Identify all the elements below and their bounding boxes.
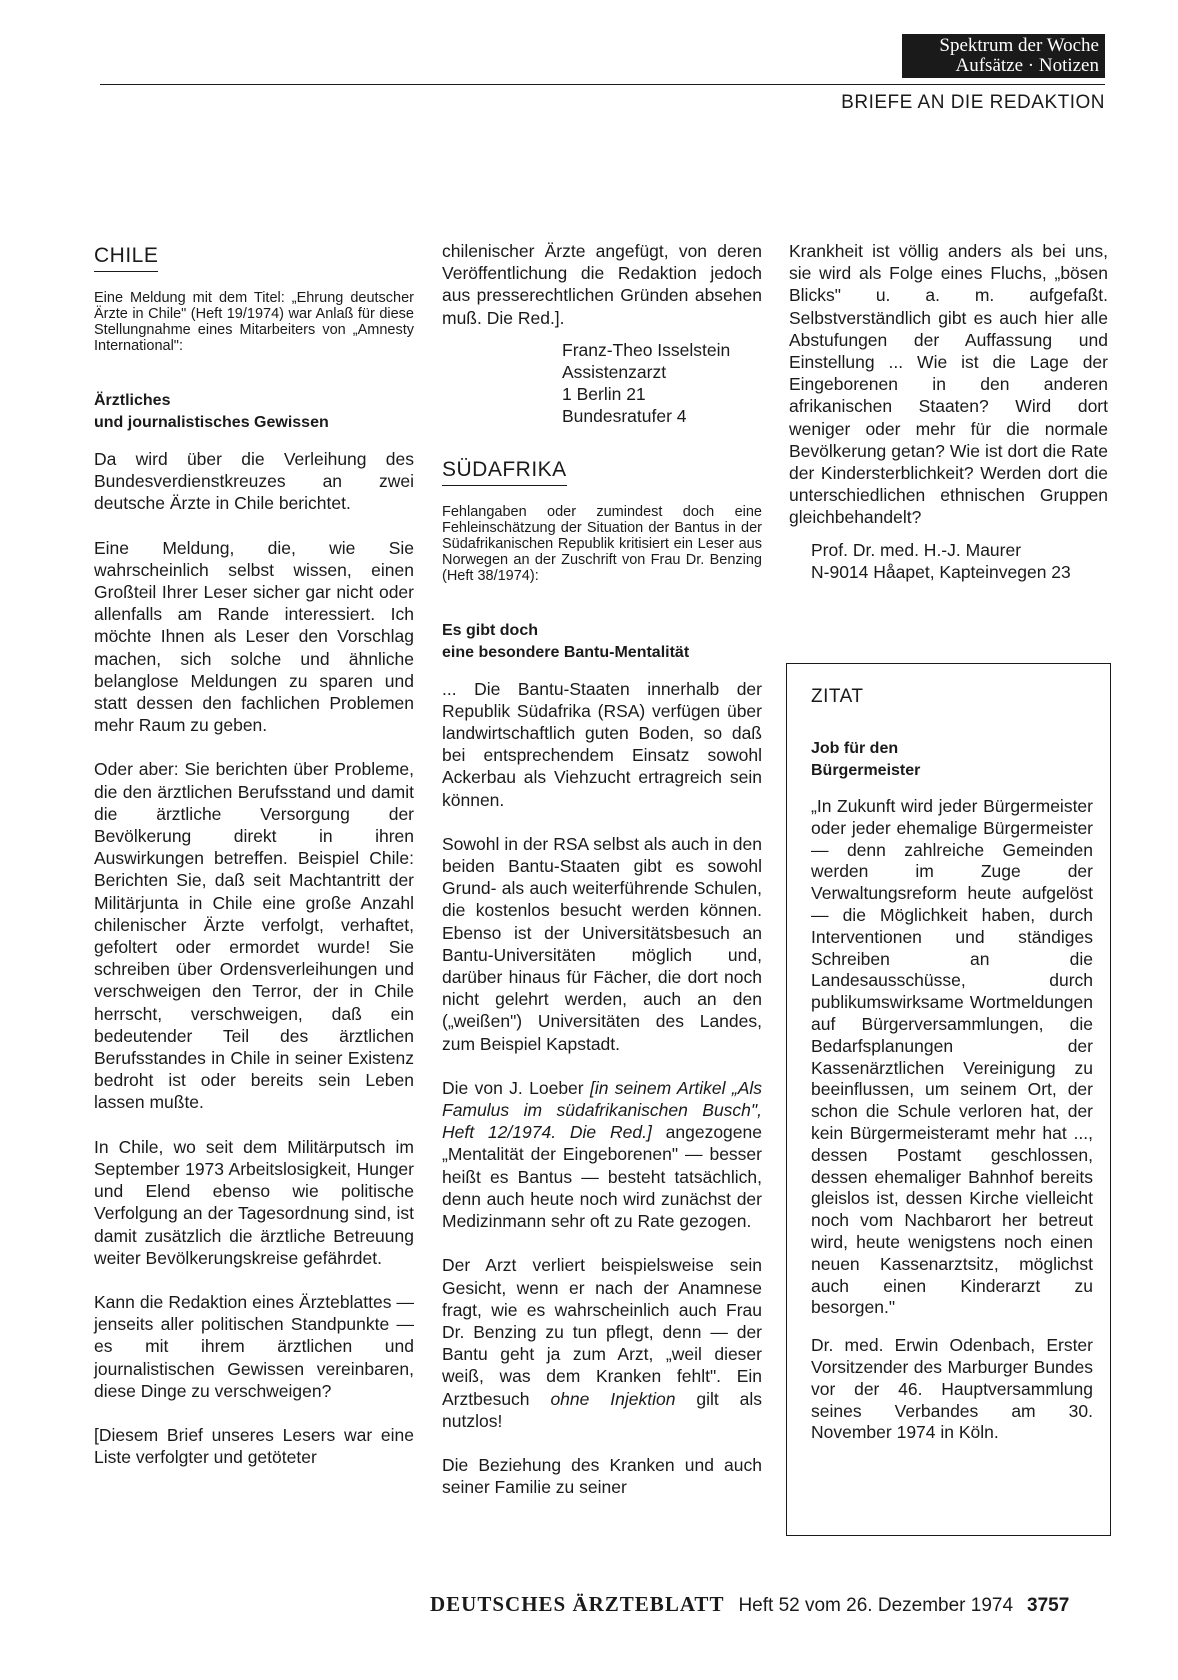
headline-suedafrika: [442, 620, 762, 664]
section-title: BRIEFE AN DIE REDAKTION: [841, 92, 1105, 113]
page-number: 3757: [1027, 1595, 1070, 1616]
paragraph: Krankheit ist völlig anders als bei uns, sie wird als Folge eines Fluchs, „bösen Blicks" u. a. m. aufgefaßt. Selbstverständlich gibt es auch hier alle Abstufungen der Auffassung und Einstellung ... Wie ist die Lage der Eingeborenen in den anderen afrikanischen Staaten? Wird dort weniger oder mehr für die normale Bevölkerung getan? Wie ist dort die Rate der Kindersterblichkeit? Werden dort die unterschiedlichen ethnischen Gruppen gleichbehandelt?: [789, 241, 1108, 528]
paragraph: Die Beziehung des Kranken und auch seiner Familie zu seiner: [442, 1454, 762, 1498]
section-label-line2: Aufsätze · Notizen: [955, 55, 1099, 76]
text-run: angezogene „Mentalität der Eingeborenen" — besser heißt es Bantus — besteht tatsächlich, denn auch heute noch wird zunächst der Medizinmann sehr oft zu Rate gezogen.: [442, 1122, 762, 1232]
rubric-suedafrika: SÜDAFRIKA: [442, 458, 567, 486]
paragraph: ... Die Bantu-Staaten innerhalb der Republik Südafrika (RSA) verfügen über landwirtschaftlich guten Boden, so daß bei entsprechendem Einsatz sowohl Ackerbau als Viehzucht ertragreich sein können.: [442, 678, 762, 810]
column-suedafrika: [442, 240, 762, 1520]
quote-text: „In Zukunft wird jeder Bürgermeister oder jeder ehemalige Bürgermeister — denn zahlreiche Gemeinden werden im Zuge der Verwaltungsreform heute aufgelöst — die Möglichkeit haben, durch Interventionen und ständiges Schreiben an die Landesausschüsse, durch publikumswirksame Wortmeldungen auf Bürgerversammlungen, die Bedarfsplanungen der Kassenärztlichen Vereinigung zu beeinflussen, um seinem Ort, der schon die Schule verloren hat, der kein Bürgermeisteramt mehr hat ..., dessen Postamt geschlossen, dessen ehemaliger Bahnhof bereits gleislos ist, dessen Kirche vielleicht noch vom Nachbarort her betreut wird, heute wenigstens noch einen neuen Kassenarztsitz, möglichst auch einen Kinderarzt zu besorgen.": [811, 796, 1093, 1318]
headline-zitat: [811, 738, 1093, 782]
column-suedafrika-continued: [789, 240, 1108, 605]
signature-line: 1 Berlin 21: [562, 384, 646, 405]
signature-line: N-9014 Håapet, Kapteinvegen 23: [811, 561, 1071, 582]
paragraph: Sowohl in der RSA selbst als auch in den beiden Bantu-Staaten gibt es sowohl Grund- als auch weiterführende Schulen, die kostenlos besucht werden können. Ebenso ist der Universitätsbesuch an Bantu-Universitäten möglich und, darüber hinaus für Fächer, die dort noch nicht gelehrt werden, auch an den („weißen") Universitäten des Landes, zum Beispiel Kapstadt.: [442, 833, 762, 1054]
text-run: Die von J. Loeber: [442, 1077, 590, 1098]
paragraph: Eine Meldung, die, wie Sie wahrscheinlich selbst wissen, einen Großteil Ihrer Leser sicher gar nicht oder allenfalls am Rande interessiert. Ich möchte Ihnen als Leser den Vorschlag machen, sich solche und ähnliche belanglose Meldungen zu sparen und statt dessen den fachlichen Problemen mehr Raum zu geben.: [94, 537, 414, 736]
quote-source: Dr. med. Erwin Odenbach, Erster Vorsitzender des Marburger Bundes vor der 46. Hauptversammlung seines Verbandes am 30. November 1974 in Köln.: [811, 1335, 1093, 1443]
journal-name: DEUTSCHES ÄRZTEBLATT: [430, 1592, 725, 1616]
headline-suedafrika-line1: Es gibt doch: [442, 621, 538, 639]
headline-chile-line1: Ärztliches: [94, 392, 171, 409]
paragraph: Da wird über die Verleihung des Bundesverdienstkreuzes an zwei deutsche Ärzte in Chile berichtet.: [94, 449, 414, 514]
italic-text-run: ohne Injektion: [550, 1388, 676, 1409]
paragraph: Oder aber: Sie berichten über Probleme, die den ärztlichen Berufsstand und damit die ärztliche Versorgung der Bevölkerung direkt in ihren Auswirkungen betreffen. Beispiel Chile: Berichten Sie, daß seit Machtantritt der Militärjunta in Chile eine große Anzahl chilenischer Ärzte verfolgt, verhaftet, gefoltert oder ermordet wurde! Sie schreiben über Ordensverleihungen und verschweigen den Terror, der in Chile herrscht, verschweigen, daß ein bedeutender Teil des ärztlichen Berufsstandes in Chile in seiner Existenz bedroht ist oder bereits sein Leben lassen mußte.: [94, 759, 414, 1113]
intro-suedafrika: Fehlangaben oder zumindest doch eine Fehleinschätzung der Situation der Bantus in der Südafrikanischen Republik kritisiert ein Leser aus Norwegen an der Zuschrift von Frau Dr. Benzing (Heft 38/1974):: [442, 503, 762, 584]
text-run: gilt als nutzlos!: [442, 1388, 763, 1431]
section-label-line1: Spektrum der Woche: [939, 35, 1099, 56]
column-chile: [94, 240, 414, 1490]
paragraph: [442, 1254, 762, 1432]
section-label-box: [902, 34, 1105, 78]
headline-chile-line2: und journalistisches Gewissen: [94, 414, 329, 431]
headline-chile: [94, 390, 414, 434]
paragraph: [Diesem Brief unseres Lesers war eine Liste verfolgter und getöteter: [94, 1424, 414, 1468]
signature-line: Assistenzarzt: [562, 362, 667, 383]
paragraph: [442, 1077, 762, 1232]
issue-info: Heft 52 vom 26. Dezember 1974: [738, 1595, 1014, 1616]
headline-suedafrika-line2: eine besondere Bantu-Mentalität: [442, 643, 690, 661]
rubric-chile: CHILE: [94, 244, 158, 272]
quote-box: [811, 686, 1093, 1460]
signature-line: Prof. Dr. med. H.-J. Maurer: [811, 539, 1022, 560]
paragraph: chilenischer Ärzte angefügt, von deren Veröffentlichung die Redaktion jedoch aus presserechtlichen Gründen absehen muß. Die Red.].: [442, 241, 762, 328]
signature-isselstein: [562, 339, 762, 428]
signature-line: Franz-Theo Isselstein: [562, 339, 731, 360]
page-footer: [430, 1592, 1069, 1617]
signature-line: Bundesratufer 4: [562, 406, 687, 427]
paragraph: Kann die Redaktion eines Ärzteblattes — jenseits aller politischen Standpunkte — es mit ihrem ärztlichen und journalistischen Gewissen vereinbaren, diese Dinge zu verschweigen?: [94, 1291, 414, 1401]
header-rule: [100, 84, 1105, 85]
intro-chile: Eine Meldung mit dem Titel: „Ehrung deutscher Ärzte in Chile" (Heft 19/1974) war Anlaß für diese Stellungnahme eines Mitarbeiters von „Amnesty International":: [94, 290, 414, 354]
rubric-zitat: ZITAT: [811, 686, 864, 707]
italic-text-run: [in seinem Artikel „Als Famulus im südafrikanischen Busch", Heft 12/1974. Die Red.]: [442, 1077, 763, 1143]
headline-zitat-line2: Bürgermeister: [811, 762, 921, 779]
paragraph: In Chile, wo seit dem Militärputsch im September 1973 Arbeitslosigkeit, Hunger und Elend ebenso wie politische Verfolgung an der Tagesordnung sind, ist damit zusätzlich die ärztliche Betreuung weiter Bevölkerungskreise gefährdet.: [94, 1136, 414, 1268]
headline-zitat-line1: Job für den: [811, 740, 899, 757]
signature-maurer: [811, 539, 1108, 583]
text-run: Der Arzt verliert beispielsweise sein Gesicht, wenn er nach der Anamnese fragt, wie es wahrscheinlich auch Frau Dr. Benzing zu tun pflegt, denn — der Bantu geht ja zum Arzt, „weil dieser weiß, was dem Kranken fehlt". Ein Arztbesuch: [442, 1255, 762, 1409]
